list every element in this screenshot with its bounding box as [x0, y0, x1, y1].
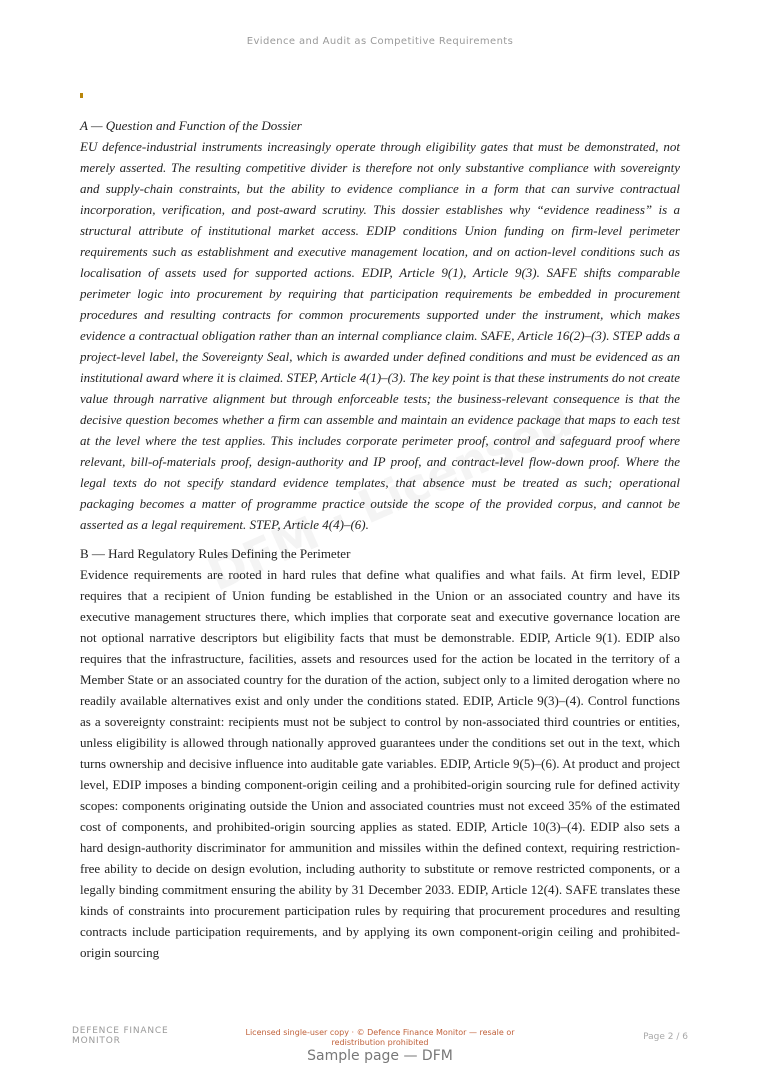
- footer-publisher: DEFENCE FINANCE MONITOR: [72, 1026, 169, 1046]
- section-b: [80, 544, 680, 963]
- page-number: Page 2 / 6: [643, 1032, 688, 1042]
- section-a-heading: A — Question and Function of the Dossier: [80, 118, 302, 133]
- running-header: Evidence and Audit as Competitive Requirements: [246, 36, 514, 47]
- sample-page-label: Sample page — DFM: [307, 1048, 453, 1064]
- section-a: [80, 116, 680, 535]
- footer-license-notice: Licensed single-user copy · © Defence Finance Monitor — resale or redistribution prohibited: [245, 1028, 515, 1047]
- section-b-body: Evidence requirements are rooted in hard rules that define what qualifies and what fails. At firm level, EDIP requires that a recipient of Union funding be established in the Union or an associated country and have its executive management structures there, which implies that corporate seat and executive governance location are not optional narrative descriptors but eligibility facts that must be demonstrable. EDIP, Article 9(1). EDIP also requires that the infrastructure, facilities, assets and resources used for the action be located in the territory of a Member State or an associated country for the duration of the action, subject only to a limited derogation where no readily available alternatives exist and only under the conditions stated. EDIP, Article 9(3)–(4). Control functions as a sovereignty constraint: recipients must not be subject to control by non-associated third countries or entities, unless eligibility is allowed through nationally approved guarantees under the conditions set out in the text, which turns ownership and decisive influence into auditable gate variables. EDIP, Article 9(5)–(6). At product and project level, EDIP imposes a binding component-origin ceiling and a prohibited-origin sourcing rule for defined activity scopes: components originating outside the Union and associated countries must not exceed 35% of the estimated cost of components, and prohibited-origin sourcing applies as stated. EDIP, Article 10(3)–(4). EDIP also sets a hard design-authority discriminator for ammunition and missiles within the defined context, requiring restriction-free ability to decide on design evolution, including authority to substitute or remove restricted components, or a legally binding commitment ensuring the ability by 31 December 2033. EDIP, Article 12(4). SAFE translates these kinds of constraints into procurement participation rules by requiring that procurement procedures and resulting contracts include participation requirements, and by applying its own component-origin ceiling and prohibited-origin sourcing: [80, 567, 680, 960]
- document-body: [80, 116, 680, 963]
- section-a-body: EU defence-industrial instruments increasingly operate through eligibility gates that must be demonstrated, not merely asserted. The resulting competitive divider is therefore not only substantive compliance with sovereignty and supply-chain constraints, but the ability to evidence compliance in a form that can survive contractual incorporation, verification, and post-award scrutiny. This dossier establishes why “evidence readiness” is a structural attribute of institutional market access. EDIP conditions Union funding on firm-level perimeter requirements such as establishment and executive management location, and on action-level conditions such as localisation of assets used for supported actions. EDIP, Article 9(1), Article 9(3). SAFE shifts comparable perimeter logic into procurement by requiring that participation requirements be embedded in procurement procedures and resulting contracts for common procurements supported under the instrument, which makes evidence a contractual obligation rather than an internal compliance claim. SAFE, Article 16(2)–(3). STEP adds a project-level label, the Sovereignty Seal, which is awarded under defined conditions and must be evidenced as an institutional award where it is claimed. STEP, Article 4(1)–(3). The key point is that these instruments do not create value through narrative alignment but through enforceable tests; the business-relevant consequence is that the decisive question becomes whether a firm can assemble and maintain an evidence package that maps to each test at the level where the test applies. This includes corporate perimeter proof, control and safeguard proof where relevant, bill-of-materials proof, design-authority and IP proof, and contract-level flow-down proof. Where the legal texts do not specify standard evidence templates, that absence must be treated as such; operational packaging becomes a matter of programme practice outside the scope of the provided corpus, and cannot be asserted as a legal requirement. STEP, Article 4(4)–(6).: [80, 139, 680, 532]
- accent-mark: [80, 93, 83, 98]
- section-b-heading: B — Hard Regulatory Rules Defining the Perimeter: [80, 546, 351, 561]
